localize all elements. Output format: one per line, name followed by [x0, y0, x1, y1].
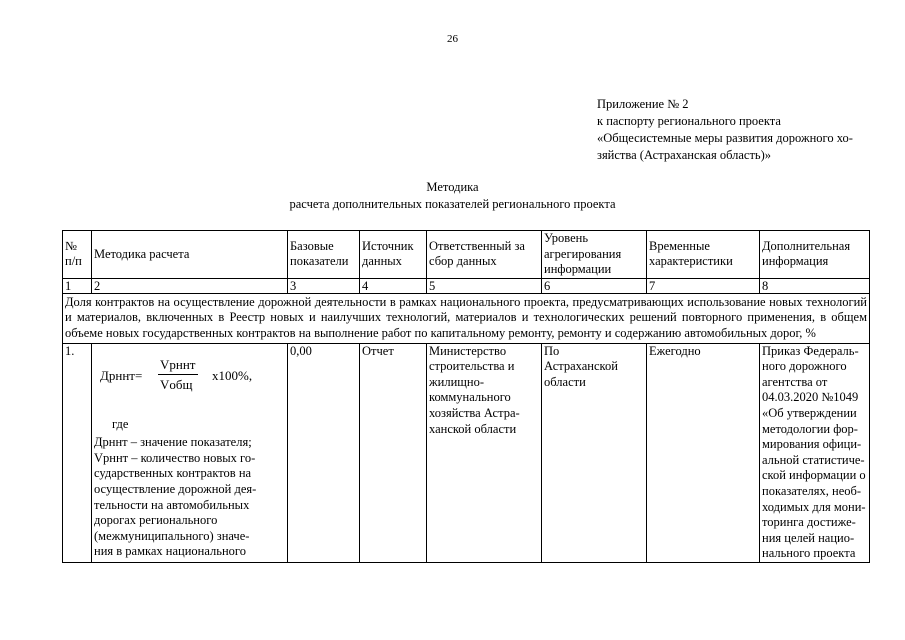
aggregation-line: Астраханской: [544, 359, 618, 374]
appendix-line: «Общесистемные меры развития дорожного хо-: [597, 131, 853, 145]
responsible-line: коммунального: [429, 390, 511, 405]
responsible-line: жилищно-: [429, 374, 484, 389]
formula-multiplier: х100%,: [212, 367, 253, 383]
method-line: сударственных контрактов на: [94, 466, 252, 481]
appendix-line: к паспорту регионального проекта: [597, 114, 781, 128]
responsible-line: хозяйства Астра-: [429, 405, 520, 420]
method-cell: [92, 343, 288, 562]
formula-lhs: Дрннт=: [100, 367, 143, 383]
table-row: [63, 343, 870, 562]
column-number-cell: 1: [63, 278, 92, 293]
header-cell-number: № п/п: [63, 231, 92, 279]
base-value-cell: 0,00: [288, 343, 360, 562]
method-line: (межмуниципального) значе-: [94, 528, 250, 543]
title-line-2: расчета дополнительных показателей регионального проекта: [289, 197, 616, 211]
fraction-bar: [158, 374, 198, 375]
additional-line: показателях, необ-: [762, 483, 862, 498]
header-cell-additional: Дополнительная информация: [760, 231, 870, 279]
header-cell-responsible: Ответственный за сбор данных: [427, 231, 542, 279]
table-header-row: [63, 231, 870, 279]
column-number-cell: 5: [427, 278, 542, 293]
header-cell-aggregation: Уровень агрегирования информации: [542, 231, 647, 279]
aggregation-line: области: [544, 374, 586, 389]
aggregation-line: По: [544, 343, 560, 358]
responsible-cell: [427, 343, 542, 562]
where-label: где: [112, 416, 129, 431]
additional-line: агентства от: [762, 374, 828, 389]
appendix-note: [597, 96, 872, 164]
formula: [94, 344, 285, 422]
additional-line: ния целей нацио-: [762, 530, 855, 545]
column-number-cell: 3: [288, 278, 360, 293]
additional-info-cell: [760, 343, 870, 562]
method-line: Vрннт – количество новых го-: [94, 450, 256, 465]
time-cell: Ежегодно: [647, 343, 760, 562]
method-line: осуществление дорожной дея-: [94, 481, 257, 496]
responsible-line: ханской области: [429, 421, 517, 436]
source-cell: Отчет: [360, 343, 427, 562]
column-number-cell: 7: [647, 278, 760, 293]
additional-line: ской информации о: [762, 468, 866, 483]
additional-line: альной статистиче-: [762, 452, 865, 467]
method-line: Дрннт – значение показателя;: [94, 435, 252, 450]
method-line: ния в рамках национального: [94, 544, 246, 559]
additional-line: торинга достиже-: [762, 515, 856, 530]
formula-numerator: Vрннт: [160, 356, 196, 372]
additional-line: 04.03.2020 №1049: [762, 390, 859, 405]
column-number-cell: 8: [760, 278, 870, 293]
section-title-row: [63, 293, 870, 343]
appendix-line: Приложение № 2: [597, 97, 689, 111]
responsible-line: Министерство: [429, 343, 507, 358]
column-number-cell: 4: [360, 278, 427, 293]
title-line-1: Методика: [426, 180, 479, 194]
additional-line: ного дорожного: [762, 359, 847, 374]
document-title: [0, 179, 905, 213]
additional-line: «Об утверждении: [762, 405, 857, 420]
methodology-table: [62, 230, 870, 563]
additional-line: Приказ Федераль-: [762, 343, 859, 358]
header-cell-time: Временные характеристики: [647, 231, 760, 279]
additional-line: мирования офици-: [762, 437, 862, 452]
formula-denominator: Vобщ: [160, 376, 193, 392]
page-number: 26: [447, 33, 458, 45]
method-line: дорогах регионального: [94, 513, 218, 528]
header-cell-source: Источник данных: [360, 231, 427, 279]
appendix-line: зяйства (Астраханская область)»: [597, 148, 772, 162]
method-line: тельности на автомобильных: [94, 497, 250, 512]
additional-line: нального проекта: [762, 546, 856, 561]
row-number: 1.: [63, 343, 92, 562]
responsible-line: строительства и: [429, 359, 515, 374]
column-number-row: [63, 278, 870, 293]
section-title: Доля контрактов на осуществление дорожной деятельности в рамках национального проекта, предусматривающих использование новых технологий и материалов, включенных в Реестр новых и наилучших технологий, материалов и технологических решений повторного применения, в общем объеме новых государственных контрактов на выполнение работ по капитальному ремонту, ремонту и содержанию автомобильных дорог, %: [63, 293, 870, 343]
additional-line: методологии фор-: [762, 421, 858, 436]
header-cell-method: Методика расчета: [92, 231, 288, 279]
column-number-cell: 6: [542, 278, 647, 293]
aggregation-cell: [542, 343, 647, 562]
header-cell-base: Базовые показатели: [288, 231, 360, 279]
column-number-cell: 2: [92, 278, 288, 293]
additional-line: ходимых для мони-: [762, 499, 866, 514]
